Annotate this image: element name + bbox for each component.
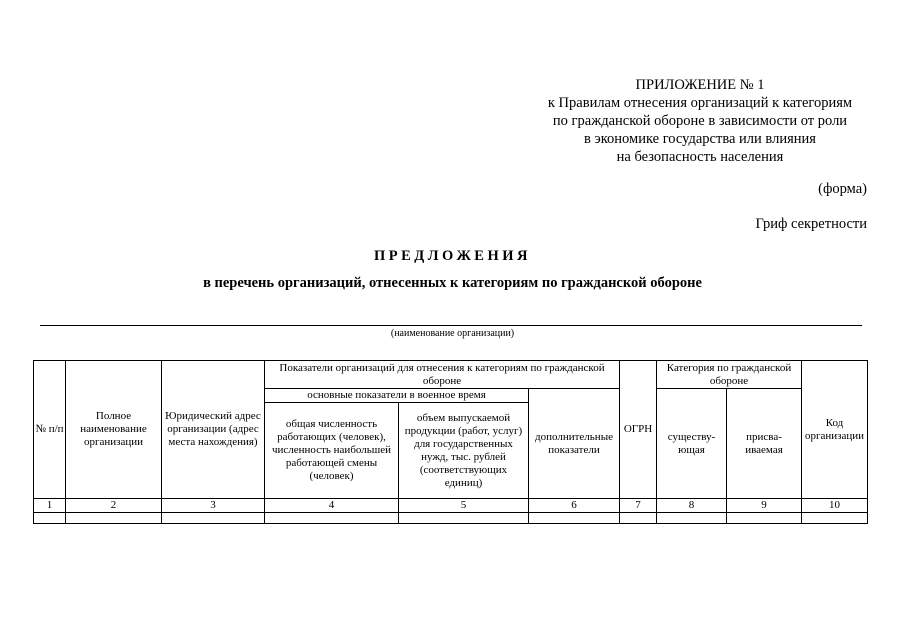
- table-cell[interactable]: [727, 513, 802, 524]
- document-title: ПРЕДЛОЖЕНИЯ: [373, 248, 532, 264]
- appendix-block: [520, 76, 880, 166]
- column-number-row: [34, 499, 868, 513]
- column-number: 10: [802, 499, 868, 513]
- header-legal-address: Юридический адрес организации (адрес места нахождения): [162, 361, 265, 499]
- header-org-code: Код организации: [802, 361, 868, 499]
- header-num: № п/п: [34, 361, 66, 499]
- column-number: 4: [265, 499, 399, 513]
- header-existing: существу-ющая: [657, 389, 727, 499]
- table-cell[interactable]: [399, 513, 529, 524]
- document-subtitle: в перечень организаций, отнесенных к категориям по гражданской обороне: [203, 275, 702, 291]
- table-cell[interactable]: [265, 513, 399, 524]
- header-full-name: Полное наименование организации: [66, 361, 162, 499]
- column-number: 3: [162, 499, 265, 513]
- header-output-volume: объем выпускаемой продукции (работ, услуг) для государственных нужд, тыс. рублей (соответствующих единиц): [399, 403, 529, 499]
- header-additional: дополнительные показатели: [529, 389, 620, 499]
- column-number: 5: [399, 499, 529, 513]
- header-indicators-group: Показатели организаций для отнесения к категориям по гражданской обороне: [265, 361, 620, 389]
- header-ogrn: ОГРН: [620, 361, 657, 499]
- column-number: 9: [727, 499, 802, 513]
- appendix-line: на безопасность населения: [616, 149, 784, 165]
- organization-name-line[interactable]: [40, 325, 862, 326]
- table-cell[interactable]: [34, 513, 66, 524]
- forma-label: (форма): [818, 181, 867, 197]
- header-assigned: присва-иваемая: [727, 389, 802, 499]
- table-cell[interactable]: [620, 513, 657, 524]
- header-category-group: Категория по гражданской обороне: [657, 361, 802, 389]
- table-cell[interactable]: [529, 513, 620, 524]
- appendix-title: ПРИЛОЖЕНИЕ № 1: [635, 77, 765, 93]
- column-number: 2: [66, 499, 162, 513]
- table-cell[interactable]: [66, 513, 162, 524]
- column-number: 8: [657, 499, 727, 513]
- table-cell[interactable]: [162, 513, 265, 524]
- appendix-line: в экономике государства или влияния: [584, 131, 816, 147]
- column-number: 7: [620, 499, 657, 513]
- column-number: 6: [529, 499, 620, 513]
- table-cell[interactable]: [802, 513, 868, 524]
- appendix-line: к Правилам отнесения организаций к категориям: [547, 95, 853, 111]
- secrecy-stamp-label: Гриф секретности: [755, 216, 867, 232]
- header-total-staff: общая численность работающих (человек), численность наибольшей работающей смены (человек): [265, 403, 399, 499]
- organization-name-caption: (наименование организации): [390, 328, 515, 339]
- table-row: [34, 513, 868, 524]
- appendix-line: по гражданской обороне в зависимости от роли: [552, 113, 848, 129]
- header-main-wartime: основные показатели в военное время: [265, 389, 529, 403]
- proposals-table: [33, 360, 868, 524]
- column-number: 1: [34, 499, 66, 513]
- table-cell[interactable]: [657, 513, 727, 524]
